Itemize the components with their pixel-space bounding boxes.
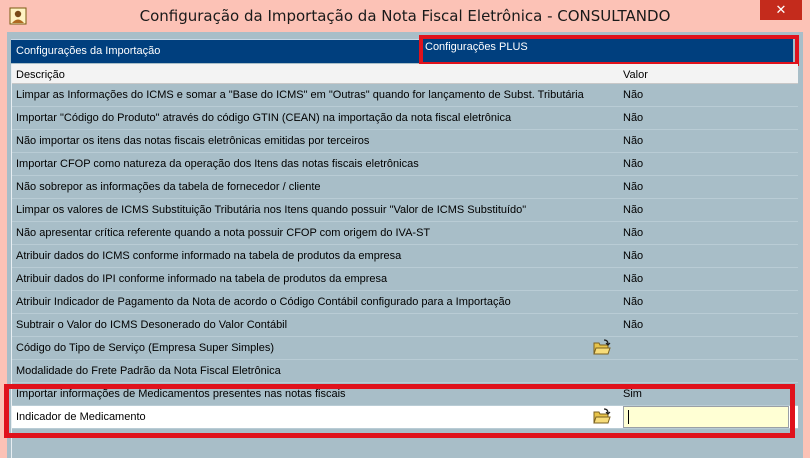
row-description: Importar informações de Medicamentos presentes nas notas fiscais — [16, 388, 346, 400]
table-row[interactable] — [12, 199, 798, 222]
row-value[interactable]: Não — [623, 181, 644, 193]
row-value[interactable]: Não — [623, 319, 644, 331]
table-row[interactable] — [12, 107, 798, 130]
window-title: Configuração da Importação da Nota Fiscal Eletrônica - CONSULTANDO — [139, 7, 671, 25]
table-row[interactable] — [12, 130, 798, 153]
row-description: Atribuir dados do IPI conforme informado na tabela de produtos da empresa — [16, 273, 388, 285]
table-row[interactable] — [12, 291, 798, 314]
row-description: Não sobrepor as informações da tabela de fornecedor / cliente — [16, 181, 321, 193]
folder-open-icon[interactable] — [593, 339, 611, 356]
row-description: Indicador de Medicamento — [16, 411, 146, 423]
row-description: Atribuir dados do ICMS conforme informado na tabela de produtos da empresa — [16, 250, 402, 262]
row-description: Não apresentar crítica referente quando a nota possuir CFOP com origem do IVA-ST — [16, 227, 431, 239]
table-row[interactable] — [12, 84, 798, 107]
column-header-description[interactable]: Descrição — [16, 69, 65, 81]
row-value[interactable]: Não — [623, 296, 644, 308]
row-description: Subtrair o Valor do ICMS Desonerado do Valor Contábil — [16, 319, 288, 331]
row-description: Limpar os valores de ICMS Substituição Tributária nos Itens quando possuir "Valor de ICMS Substituído" — [16, 204, 527, 216]
row-description: Modalidade do Frete Padrão da Nota Fiscal Eletrônica — [16, 365, 281, 377]
row-description: Atribuir Indicador de Pagamento da Nota de acordo o Código Contábil configurado para a Importação — [16, 296, 511, 308]
row-value[interactable]: Sim — [623, 388, 642, 400]
tab-configuracoes-importacao[interactable]: Configurações da Importação — [11, 39, 424, 63]
table-row[interactable] — [12, 245, 798, 268]
row-value[interactable]: Não — [623, 204, 644, 216]
row-value[interactable]: Não — [623, 158, 644, 170]
row-value[interactable]: Não — [623, 227, 644, 239]
row-value[interactable]: Não — [623, 89, 644, 101]
table-row[interactable] — [12, 222, 798, 245]
row-description: Importar CFOP como natureza da operação dos Itens das notas fiscais eletrônicas — [16, 158, 419, 170]
grid-header — [12, 64, 798, 84]
table-row[interactable] — [12, 360, 798, 383]
row-value[interactable]: Não — [623, 250, 644, 262]
table-row[interactable] — [12, 176, 798, 199]
row-value[interactable]: Não — [623, 112, 644, 124]
table-row[interactable] — [12, 268, 798, 291]
row-value[interactable]: Não — [623, 135, 644, 147]
table-row[interactable] — [12, 314, 798, 337]
column-header-value[interactable]: Valor — [623, 69, 648, 81]
row-value[interactable]: Não — [623, 273, 644, 285]
row-description: Não importar os itens das notas fiscais eletrônicas emitidas por terceiros — [16, 135, 370, 147]
row-description: Importar "Código do Produto" através do código GTIN (CEAN) na importação da nota fiscal eletrônica — [16, 112, 512, 124]
tab-configuracoes-plus[interactable]: Configurações PLUS — [420, 36, 793, 63]
highlight-box-plus-tab — [419, 35, 799, 66]
row-description: Código do Tipo de Serviço (Empresa Super Simples) — [16, 342, 275, 354]
row-description: Limpar as Informações do ICMS e somar a "Base do ICMS" em "Outras" quando for lançamento de Subst. Tributária — [16, 89, 584, 101]
close-button[interactable]: ✕ — [760, 0, 802, 20]
table-row[interactable] — [12, 153, 798, 176]
table-row[interactable] — [12, 337, 798, 360]
title-bar — [0, 0, 810, 32]
highlight-box-medicamentos — [4, 384, 795, 438]
